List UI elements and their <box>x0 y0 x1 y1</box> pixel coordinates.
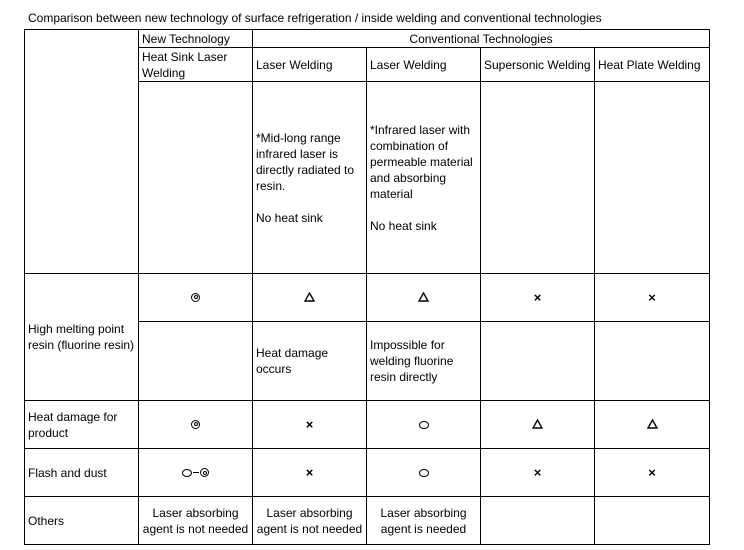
group-header-row <box>25 30 710 48</box>
note-cell: Laser absorbing agent is not needed <box>139 497 253 545</box>
circle-to-double-circle-icon <box>182 468 209 477</box>
double-circle-icon <box>191 293 200 302</box>
circle-icon <box>419 421 429 429</box>
comparison-table <box>24 29 710 545</box>
row-label-high-melting: High melting point resin (fluorine resin) <box>25 274 139 401</box>
rating-cell <box>367 274 481 322</box>
rating-cell <box>253 274 367 322</box>
note-cell: Laser absorbing agent is needed <box>367 497 481 545</box>
corner-cell <box>25 30 139 274</box>
desc-laser-welding-b <box>367 82 481 274</box>
rating-cell <box>139 449 253 497</box>
desc-note: No heat sink <box>256 210 323 225</box>
col-heat-sink-laser-welding: Heat Sink Laser Welding <box>139 48 253 82</box>
cross-icon: × <box>305 464 314 480</box>
group-new-technology: New Technology <box>139 30 253 48</box>
rating-cell <box>367 401 481 449</box>
note-cell: Laser absorbing agent is not needed <box>253 497 367 545</box>
rating-cell <box>481 401 595 449</box>
rating-cell <box>253 401 367 449</box>
desc-supersonic <box>481 82 595 274</box>
desc-laser-welding-a <box>253 82 367 274</box>
double-circle-icon <box>191 420 200 429</box>
triangle-icon <box>418 292 429 302</box>
row-label-others: Others <box>25 497 139 545</box>
rating-cell <box>253 449 367 497</box>
cross-icon: × <box>305 416 314 432</box>
note-cell <box>139 322 253 401</box>
row-heat-damage <box>25 401 710 449</box>
note-cell: Impossible for welding fluorine resin directly <box>367 322 481 401</box>
triangle-icon <box>647 419 658 429</box>
triangle-icon <box>304 292 315 302</box>
cross-icon: × <box>533 289 542 305</box>
row-label-flash-dust: Flash and dust <box>25 449 139 497</box>
desc-text: *Mid-long range infrared laser is directly radiated to resin. <box>256 130 355 193</box>
note-cell <box>481 322 595 401</box>
desc-text: *Infrared laser with combination of permeable material and absorbing material <box>370 122 473 201</box>
rating-cell <box>367 449 481 497</box>
row-flash-dust <box>25 449 710 497</box>
col-laser-welding-b: Laser Welding <box>367 48 481 82</box>
circle-icon <box>419 469 429 477</box>
rating-cell <box>139 274 253 322</box>
row-high-melting-ratings <box>25 274 710 322</box>
note-cell: Heat damage occurs <box>253 322 367 401</box>
cross-icon: × <box>648 289 656 305</box>
col-heat-plate-welding: Heat Plate Welding <box>595 48 710 82</box>
note-cell <box>595 322 710 401</box>
col-supersonic-welding: Supersonic Welding <box>481 48 595 82</box>
desc-note: No heat sink <box>370 218 437 233</box>
rating-cell <box>595 449 710 497</box>
cross-icon: × <box>533 464 542 480</box>
triangle-icon <box>532 419 543 429</box>
row-label-heat-damage: Heat damage for product <box>25 401 139 449</box>
rating-cell <box>481 449 595 497</box>
rating-cell <box>595 401 710 449</box>
table-title: Comparison between new technology of surface refrigeration / inside welding and conventional technologies <box>28 11 602 25</box>
row-others <box>25 497 710 545</box>
note-cell <box>595 497 710 545</box>
cross-icon: × <box>648 464 656 480</box>
desc-heat-sink <box>139 82 253 274</box>
rating-cell <box>481 274 595 322</box>
desc-heat-plate <box>595 82 710 274</box>
group-conventional-technologies: Conventional Technologies <box>253 30 710 48</box>
col-laser-welding-a: Laser Welding <box>253 48 367 82</box>
rating-cell <box>595 274 710 322</box>
rating-cell <box>139 401 253 449</box>
note-cell <box>481 497 595 545</box>
